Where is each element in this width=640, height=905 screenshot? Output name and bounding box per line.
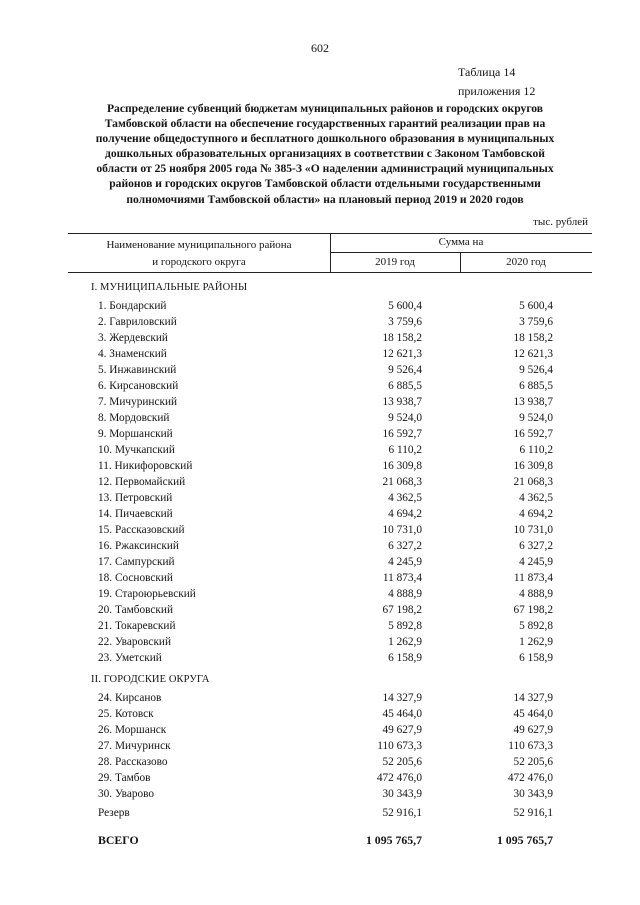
table-row [0,772,640,788]
row-value-2020: 30 343,9 [513,788,553,800]
row-name: 4. Знаменский [98,348,167,360]
row-value-2020: 16 309,8 [513,460,553,472]
section-title-districts: I. МУНИЦИПАЛЬНЫЕ РАЙОНЫ [91,282,248,293]
row-value-2020: 6 110,2 [519,444,553,456]
row-value-2020: 18 158,2 [513,332,553,344]
table-row [0,724,640,740]
row-name: 20. Тамбовский [98,604,173,616]
document-title [70,101,580,207]
row-name: 19. Староюрьевский [98,588,196,600]
row-value-2020: 9 524,0 [519,412,553,424]
table-row [0,652,640,668]
header-sub-divider [330,252,592,253]
row-name: 27. Мичуринск [98,740,171,752]
page-number: 602 [311,41,329,55]
table-row [0,444,640,460]
row-value-2020: 52 916,1 [513,807,553,819]
table-number: Таблица 14 [458,65,516,79]
table-row [0,604,640,620]
row-value-2019: 67 198,2 [382,604,422,616]
row-value-2019: 110 673,3 [377,740,422,752]
row-name: 8. Мордовский [98,412,170,424]
row-value-2019: 6 110,2 [388,444,422,456]
title-line: районов и городских округов Тамбовской области отдельными государственными [109,177,541,191]
row-value-2020: 4 694,2 [519,508,553,520]
row-value-2019: 4 694,2 [388,508,422,520]
row-name: 23. Уметский [98,652,162,664]
row-name: 3. Жердевский [98,332,168,344]
header-year-2020: 2020 год [506,256,546,268]
row-value-2020: 49 627,9 [513,724,553,736]
row-value-2020: 10 731,0 [513,524,553,536]
table-row [0,476,640,492]
row-name: 14. Пичаевский [98,508,173,520]
row-name: 17. Сампурский [98,556,175,568]
row-value-2019: 14 327,9 [382,692,422,704]
row-value-2020: 110 673,3 [508,740,553,752]
row-value-2019: 52 916,1 [382,807,422,819]
row-name: 29. Тамбов [98,772,151,784]
row-value-2019: 49 627,9 [382,724,422,736]
unit-label: тыс. рублей [533,216,588,228]
row-name: 13. Петровский [98,492,173,504]
header-sum: Сумма на [438,236,484,248]
row-name: 5. Инжавинский [98,364,177,376]
row-value-2020: 9 526,4 [519,364,553,376]
row-value-2020: 14 327,9 [513,692,553,704]
table-row [0,492,640,508]
row-name: 28. Рассказово [98,756,168,768]
title-line: Распределение субвенций бюджетам муниципальных районов и городских округов [106,102,544,115]
row-value-2020: 5 600,4 [519,300,553,312]
row-name: 25. Котовск [98,708,154,720]
table-row [0,556,640,572]
row-value-2019: 11 873,4 [382,572,422,584]
row-value-2020: 5 892,8 [519,620,553,632]
header-bottom-border [68,272,592,273]
row-name: 10. Мучкапский [98,444,175,456]
title-line: Тамбовской области на обеспечение государственных гарантий реализации прав на [104,117,546,131]
row-name: 21. Токаревский [98,620,176,632]
row-value-2020: 21 068,3 [513,476,553,488]
section-title-city-districts: II. ГОРОДСКИЕ ОКРУГА [91,674,210,685]
row-name: 15. Рассказовский [98,524,185,536]
table-row [0,364,640,380]
row-value-2020: 12 621,3 [513,348,553,360]
row-value-2020: 3 759,6 [519,316,553,328]
row-value-2019: 45 464,0 [382,708,422,720]
table-row [0,524,640,540]
table-row [0,316,640,332]
row-value-2019: 52 205,6 [382,756,422,768]
table-row-reserve [0,807,640,823]
row-name: 12. Первомайский [98,476,186,488]
row-name: Резерв [98,807,130,819]
row-value-2020: 45 464,0 [513,708,553,720]
table-row [0,540,640,556]
table-row [0,300,640,316]
row-value-2020: 11 873,4 [513,572,553,584]
table-row [0,348,640,364]
row-value-2019: 13 938,7 [382,396,422,408]
row-value-2020: 13 938,7 [513,396,553,408]
row-name: 24. Кирсанов [98,692,162,704]
row-value-2019: 6 885,5 [388,380,422,392]
table-row [0,740,640,756]
header-year-2019: 2019 год [375,256,415,268]
row-value-2019: 6 327,2 [388,540,422,552]
total-value-2019: 1 095 765,7 [365,833,422,847]
table-row [0,588,640,604]
row-value-2020: 4 245,9 [519,556,553,568]
title-line: полномочиями Тамбовской области» на плановый период 2019 и 2020 годов [126,192,524,206]
row-value-2020: 16 592,7 [513,428,553,440]
row-value-2020: 472 476,0 [507,772,553,784]
table-row [0,396,640,412]
table-row [0,572,640,588]
row-value-2019: 10 731,0 [382,524,422,536]
row-value-2019: 6 158,9 [388,652,422,664]
row-name: 9. Моршанский [98,428,173,440]
row-value-2020: 4 362,5 [519,492,553,504]
row-value-2020: 1 262,9 [519,636,553,648]
row-name: 30. Уварово [98,788,155,800]
row-value-2019: 9 526,4 [388,364,422,376]
row-name: 7. Мичуринский [98,396,178,408]
table-row [0,756,640,772]
row-value-2020: 6 158,9 [519,652,553,664]
title-line: области от 25 ноября 2005 года № 385-З «О наделении администраций муниципальных [96,162,554,176]
table-row [0,788,640,804]
row-name: 26. Моршанск [98,724,167,736]
table-row [0,412,640,428]
title-line: дошкольных образовательных организациях в соответствии с Законом Тамбовской [105,147,545,161]
row-name: 6. Кирсановский [98,380,179,392]
row-value-2020: 4 888,9 [519,588,553,600]
row-value-2019: 4 362,5 [388,492,422,504]
row-value-2019: 1 262,9 [388,636,422,648]
row-value-2020: 67 198,2 [513,604,553,616]
row-value-2020: 52 205,6 [513,756,553,768]
row-name: 2. Гавриловский [98,316,177,328]
row-value-2019: 30 343,9 [382,788,422,800]
header-name-line1: Наименование муниципального района [106,239,292,251]
table-row [0,620,640,636]
row-value-2019: 472 476,0 [376,772,422,784]
row-value-2019: 9 524,0 [388,412,422,424]
row-name: 11. Никифоровский [98,460,193,472]
table-row [0,692,640,708]
row-value-2019: 5 892,8 [388,620,422,632]
row-value-2019: 4 245,9 [388,556,422,568]
title-line: получение общедоступного и бесплатного дошкольного образования в муниципальных [95,132,555,146]
row-name: 22. Уваровский [98,636,172,648]
row-name: 18. Сосновский [98,572,173,584]
row-name: 16. Ржаксинский [98,540,179,552]
table-row [0,708,640,724]
row-value-2019: 4 888,9 [388,588,422,600]
row-value-2019: 5 600,4 [388,300,422,312]
appendix-reference: приложения 12 [458,84,536,98]
row-value-2020: 6 885,5 [519,380,553,392]
table-row [0,332,640,348]
row-value-2019: 16 309,8 [382,460,422,472]
table-row [0,508,640,524]
row-value-2019: 21 068,3 [382,476,422,488]
total-value-2020: 1 095 765,7 [496,833,553,847]
header-name-line2: и городского округа [152,256,246,268]
table-row-total [0,833,640,849]
table-row [0,428,640,444]
row-value-2019: 3 759,6 [388,316,422,328]
row-name: 1. Бондарский [98,300,167,312]
row-value-2019: 18 158,2 [382,332,422,344]
table-row [0,380,640,396]
total-label: ВСЕГО [98,833,139,847]
table-row [0,636,640,652]
table-row [0,460,640,476]
row-value-2019: 16 592,7 [382,428,422,440]
row-value-2019: 12 621,3 [382,348,422,360]
row-value-2020: 6 327,2 [519,540,553,552]
